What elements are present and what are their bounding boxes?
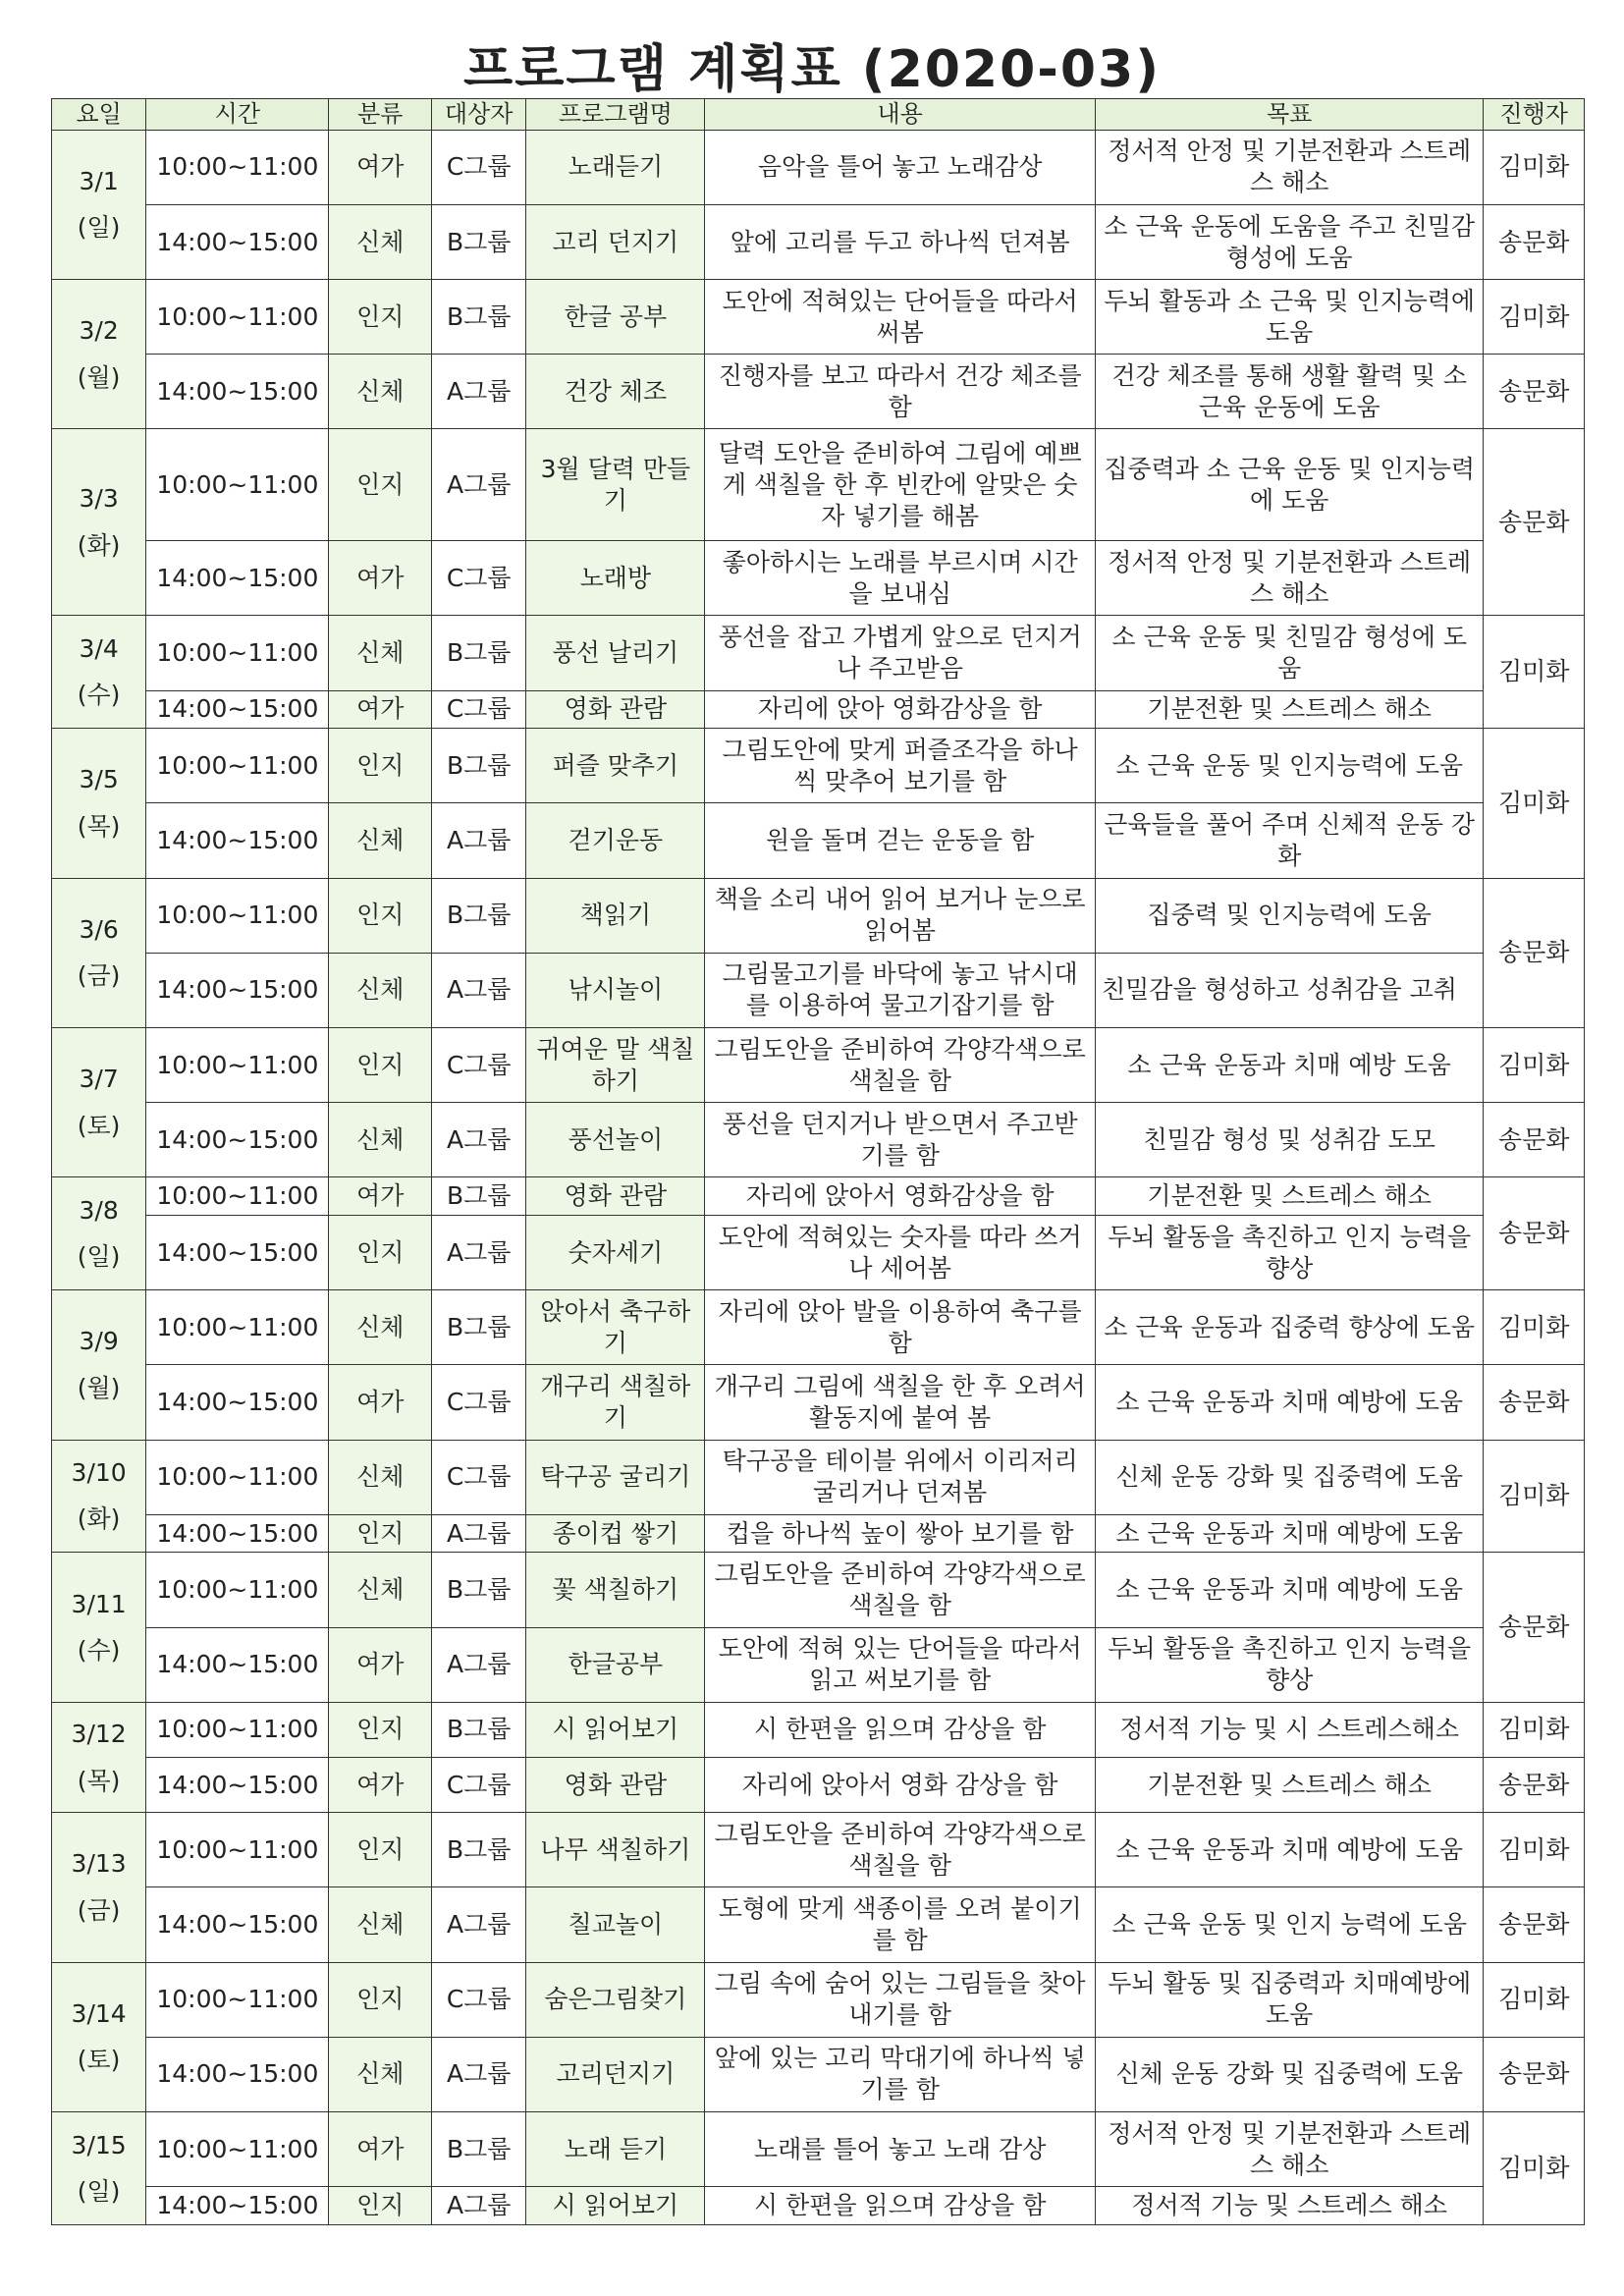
goal-cell: 정서적 안정 및 기분전환과 스트레스 해소 (1095, 130, 1483, 204)
time-cell: 14:00~15:00 (146, 1103, 329, 1177)
weekday-label: (화) (77, 1504, 121, 1534)
target-group-cell: A그룹 (432, 953, 526, 1027)
target-group-cell: C그룹 (432, 541, 526, 616)
time-cell: 14:00~15:00 (146, 690, 329, 729)
content-cell: 그림도안에 맞게 퍼즐조각을 하나씩 맞추어 보기를 함 (705, 729, 1096, 803)
goal-cell: 두뇌 활동을 촉진하고 인지 능력을 향상 (1095, 1627, 1483, 1702)
table-row (52, 1758, 1585, 1813)
header-leader: 진행자 (1484, 99, 1585, 131)
goal-cell: 정서적 안정 및 기분전환과 스트레스 해소 (1095, 2112, 1483, 2187)
content-cell: 도안에 적혀있는 숫자를 따라 쓰거나 세어봄 (705, 1216, 1096, 1290)
target-group-cell: B그룹 (432, 1702, 526, 1757)
time-cell: 14:00~15:00 (146, 2187, 329, 2225)
header-category: 분류 (329, 99, 432, 131)
header-row (52, 99, 1585, 131)
day-cell (52, 1553, 146, 1702)
program-name-cell: 앉아서 축구하기 (526, 1290, 705, 1365)
goal-cell: 두뇌 활동 및 집중력과 치매예방에 도움 (1095, 1962, 1483, 2037)
goal-cell: 집중력과 소 근육 운동 및 인지능력에 도움 (1095, 429, 1483, 541)
header-time: 시간 (146, 99, 329, 131)
category-cell: 여가 (329, 690, 432, 729)
content-cell: 자리에 앉아 발을 이용하여 축구를 함 (705, 1290, 1096, 1365)
table-row (52, 130, 1585, 204)
date-label: 3/7 (79, 1065, 119, 1094)
target-group-cell: A그룹 (432, 1514, 526, 1553)
day-cell (52, 1962, 146, 2111)
content-cell: 진행자를 보고 따라서 건강 체조를 함 (705, 355, 1096, 429)
content-cell: 책을 소리 내어 읽어 보거나 눈으로 읽어봄 (705, 878, 1096, 953)
content-cell: 그림도안을 준비하여 각양각색으로 색칠을 함 (705, 1553, 1096, 1627)
leader-cell: 송문화 (1484, 1553, 1585, 1702)
target-group-cell: C그룹 (432, 1758, 526, 1813)
goal-cell: 기분전환 및 스트레스 해소 (1095, 1758, 1483, 1813)
content-cell: 좋아하시는 노래를 부르시며 시간을 보내심 (705, 541, 1096, 616)
target-group-cell: A그룹 (432, 355, 526, 429)
content-cell: 그림도안을 준비하여 각양각색으로 색칠을 함 (705, 1027, 1096, 1102)
table-row (52, 204, 1585, 279)
leader-cell: 김미화 (1484, 1027, 1585, 1102)
day-cell (52, 1702, 146, 1813)
table-row (52, 878, 1585, 953)
category-cell: 신체 (329, 616, 432, 690)
content-cell: 원을 돌며 걷는 운동을 함 (705, 803, 1096, 878)
header-program-name: 프로그램명 (526, 99, 705, 131)
weekday-label: (월) (77, 1373, 121, 1402)
category-cell: 여가 (329, 1758, 432, 1813)
goal-cell: 소 근육 운동과 치매 예방에 도움 (1095, 1813, 1483, 1887)
content-cell: 도안에 적혀있는 단어들을 따라서 써봄 (705, 280, 1096, 355)
table-row (52, 1365, 1585, 1440)
table-row (52, 1103, 1585, 1177)
day-cell (52, 729, 146, 878)
program-name-cell: 숨은그림찾기 (526, 1962, 705, 2037)
content-cell: 탁구공을 테이블 위에서 이리저리 굴리거나 던져봄 (705, 1440, 1096, 1514)
content-cell: 도형에 맞게 색종이를 오려 붙이기를 함 (705, 1887, 1096, 1962)
program-name-cell: 3월 달력 만들기 (526, 429, 705, 541)
weekday-label: (일) (77, 213, 121, 243)
time-cell: 10:00~11:00 (146, 1962, 329, 2037)
goal-cell: 소 근육 운동 및 친밀감 형성에 도움 (1095, 616, 1483, 690)
goal-cell: 소 근육 운동에 도움을 주고 친밀감 형성에 도움 (1095, 204, 1483, 279)
leader-cell: 송문화 (1484, 1887, 1585, 1962)
target-group-cell: A그룹 (432, 1216, 526, 1290)
target-group-cell: C그룹 (432, 1365, 526, 1440)
goal-cell: 집중력 및 인지능력에 도움 (1095, 878, 1483, 953)
table-row (52, 1553, 1585, 1627)
weekday-label: (목) (77, 811, 121, 841)
time-cell: 14:00~15:00 (146, 541, 329, 616)
weekday-label: (토) (77, 1111, 121, 1140)
category-cell: 인지 (329, 1702, 432, 1757)
goal-cell: 소 근육 운동과 치매 예방에 도움 (1095, 1365, 1483, 1440)
leader-cell: 송문화 (1484, 1365, 1585, 1440)
time-cell: 14:00~15:00 (146, 803, 329, 878)
date-label: 3/3 (79, 484, 119, 514)
table-row (52, 280, 1585, 355)
program-name-cell: 개구리 색칠하기 (526, 1365, 705, 1440)
header-day: 요일 (52, 99, 146, 131)
target-group-cell: B그룹 (432, 1177, 526, 1216)
time-cell: 10:00~11:00 (146, 1027, 329, 1102)
table-row (52, 2037, 1585, 2111)
table-row (52, 1627, 1585, 1702)
time-cell: 14:00~15:00 (146, 953, 329, 1027)
goal-cell: 신체 운동 강화 및 집중력에 도움 (1095, 1440, 1483, 1514)
goal-cell: 친밀감을 형성하고 성취감을 고취 (1095, 953, 1483, 1027)
leader-cell: 김미화 (1484, 130, 1585, 204)
target-group-cell: A그룹 (432, 429, 526, 541)
date-label: 3/12 (71, 1720, 127, 1749)
table-row (52, 1216, 1585, 1290)
time-cell: 14:00~15:00 (146, 204, 329, 279)
leader-cell: 김미화 (1484, 1290, 1585, 1365)
goal-cell: 정서적 기능 및 스트레스 해소 (1095, 2187, 1483, 2225)
time-cell: 14:00~15:00 (146, 2037, 329, 2111)
time-cell: 10:00~11:00 (146, 429, 329, 541)
table-row (52, 2187, 1585, 2225)
date-label: 3/6 (79, 914, 119, 944)
goal-cell: 기분전환 및 스트레스 해소 (1095, 1177, 1483, 1216)
weekday-label: (일) (77, 1242, 121, 1272)
time-cell: 10:00~11:00 (146, 729, 329, 803)
time-cell: 10:00~11:00 (146, 616, 329, 690)
program-name-cell: 종이컵 쌓기 (526, 1514, 705, 1553)
table-row (52, 1027, 1585, 1102)
content-cell: 앞에 있는 고리 막대기에 하나씩 넣기를 함 (705, 2037, 1096, 2111)
goal-cell: 정서적 기능 및 시 스트레스해소 (1095, 1702, 1483, 1757)
program-name-cell: 꽃 색칠하기 (526, 1553, 705, 1627)
date-label: 3/10 (71, 1457, 127, 1487)
goal-cell: 소 근육 운동 및 인지 능력에 도움 (1095, 1887, 1483, 1962)
time-cell: 10:00~11:00 (146, 1440, 329, 1514)
weekday-label: (금) (77, 1895, 121, 1925)
category-cell: 여가 (329, 1365, 432, 1440)
goal-cell: 기분전환 및 스트레스 해소 (1095, 690, 1483, 729)
time-cell: 14:00~15:00 (146, 1216, 329, 1290)
target-group-cell: B그룹 (432, 2112, 526, 2187)
time-cell: 10:00~11:00 (146, 1702, 329, 1757)
date-label: 3/1 (79, 166, 119, 195)
content-cell: 음악을 틀어 놓고 노래감상 (705, 130, 1096, 204)
goal-cell: 근육들을 풀어 주며 신체적 운동 강화 (1095, 803, 1483, 878)
time-cell: 10:00~11:00 (146, 280, 329, 355)
time-cell: 10:00~11:00 (146, 1813, 329, 1887)
target-group-cell: B그룹 (432, 1813, 526, 1887)
target-group-cell: B그룹 (432, 1290, 526, 1365)
leader-cell: 김미화 (1484, 1813, 1585, 1887)
leader-cell: 송문화 (1484, 2037, 1585, 2111)
target-group-cell: A그룹 (432, 1887, 526, 1962)
content-cell: 도안에 적혀 있는 단어들을 따라서 읽고 써보기를 함 (705, 1627, 1096, 1702)
leader-cell: 김미화 (1484, 1440, 1585, 1553)
target-group-cell: C그룹 (432, 1027, 526, 1102)
day-cell (52, 1177, 146, 1290)
weekday-label: (금) (77, 961, 121, 991)
goal-cell: 정서적 안정 및 기분전환과 스트레스 해소 (1095, 541, 1483, 616)
category-cell: 신체 (329, 1290, 432, 1365)
time-cell: 14:00~15:00 (146, 355, 329, 429)
program-name-cell: 나무 색칠하기 (526, 1813, 705, 1887)
leader-cell: 김미화 (1484, 1962, 1585, 2037)
program-schedule-table (51, 98, 1585, 2225)
target-group-cell: C그룹 (432, 130, 526, 204)
content-cell: 컵을 하나씩 높이 쌓아 보기를 함 (705, 1514, 1096, 1553)
leader-cell: 김미화 (1484, 280, 1585, 355)
goal-cell: 건강 체조를 통해 생활 활력 및 소 근육 운동에 도움 (1095, 355, 1483, 429)
category-cell: 신체 (329, 1103, 432, 1177)
program-name-cell: 한글공부 (526, 1627, 705, 1702)
table-row (52, 1177, 1585, 1216)
goal-cell: 두뇌 활동을 촉진하고 인지 능력을 향상 (1095, 1216, 1483, 1290)
time-cell: 10:00~11:00 (146, 878, 329, 953)
header-goal: 목표 (1095, 99, 1483, 131)
goal-cell: 소 근육 운동과 치매 예방에 도움 (1095, 1514, 1483, 1553)
table-row (52, 1290, 1585, 1365)
table-row (52, 1887, 1585, 1962)
category-cell: 인지 (329, 2187, 432, 2225)
day-cell (52, 616, 146, 729)
category-cell: 여가 (329, 2112, 432, 2187)
header-target: 대상자 (432, 99, 526, 131)
date-label: 3/15 (71, 2130, 127, 2159)
content-cell: 풍선을 잡고 가볍게 앞으로 던지거나 주고받음 (705, 616, 1096, 690)
program-name-cell: 칠교놀이 (526, 1887, 705, 1962)
table-row (52, 803, 1585, 878)
program-name-cell: 노래듣기 (526, 130, 705, 204)
content-cell: 노래를 틀어 놓고 노래 감상 (705, 2112, 1096, 2187)
category-cell: 여가 (329, 130, 432, 204)
target-group-cell: B그룹 (432, 280, 526, 355)
target-group-cell: C그룹 (432, 690, 526, 729)
program-name-cell: 영화 관람 (526, 1177, 705, 1216)
program-name-cell: 낚시놀이 (526, 953, 705, 1027)
table-row (52, 1440, 1585, 1514)
category-cell: 신체 (329, 2037, 432, 2111)
leader-cell: 김미화 (1484, 729, 1585, 878)
table-row (52, 1962, 1585, 2037)
target-group-cell: B그룹 (432, 204, 526, 279)
program-name-cell: 걷기운동 (526, 803, 705, 878)
program-name-cell: 풍선 날리기 (526, 616, 705, 690)
program-name-cell: 고리 던지기 (526, 204, 705, 279)
day-cell (52, 280, 146, 429)
target-group-cell: B그룹 (432, 616, 526, 690)
goal-cell: 소 근육 운동과 집중력 향상에 도움 (1095, 1290, 1483, 1365)
date-label: 3/11 (71, 1589, 127, 1618)
date-label: 3/9 (79, 1327, 119, 1356)
content-cell: 달력 도안을 준비하여 그림에 예쁘게 색칠을 한 후 빈칸에 알맞은 숫자 넣기를 해봄 (705, 429, 1096, 541)
day-cell (52, 429, 146, 616)
category-cell: 인지 (329, 1962, 432, 2037)
goal-cell: 소 근육 운동과 치매 예방에 도움 (1095, 1553, 1483, 1627)
leader-cell: 송문화 (1484, 204, 1585, 279)
weekday-label: (화) (77, 530, 121, 560)
weekday-label: (수) (77, 1636, 121, 1666)
weekday-label: (월) (77, 362, 121, 392)
content-cell: 자리에 앉아 영화감상을 함 (705, 690, 1096, 729)
header-content: 내용 (705, 99, 1096, 131)
time-cell: 10:00~11:00 (146, 1290, 329, 1365)
category-cell: 여가 (329, 541, 432, 616)
goal-cell: 소 근육 운동 및 인지능력에 도움 (1095, 729, 1483, 803)
day-cell (52, 1813, 146, 1962)
time-cell: 14:00~15:00 (146, 1887, 329, 1962)
category-cell: 인지 (329, 878, 432, 953)
table-row (52, 729, 1585, 803)
leader-cell: 송문화 (1484, 878, 1585, 1027)
goal-cell: 두뇌 활동과 소 근육 및 인지능력에 도움 (1095, 280, 1483, 355)
table-row (52, 1702, 1585, 1757)
weekday-label: (목) (77, 1766, 121, 1795)
category-cell: 신체 (329, 1887, 432, 1962)
table-row (52, 429, 1585, 541)
day-cell (52, 130, 146, 279)
category-cell: 인지 (329, 429, 432, 541)
weekday-label: (일) (77, 2177, 121, 2207)
weekday-label: (토) (77, 2046, 121, 2075)
target-group-cell: C그룹 (432, 1440, 526, 1514)
leader-cell: 송문화 (1484, 429, 1585, 616)
goal-cell: 친밀감 형성 및 성취감 도모 (1095, 1103, 1483, 1177)
content-cell: 시 한편을 읽으며 감상을 함 (705, 1702, 1096, 1757)
content-cell: 풍선을 던지거나 받으면서 주고받기를 함 (705, 1103, 1096, 1177)
program-name-cell: 시 읽어보기 (526, 2187, 705, 2225)
target-group-cell: A그룹 (432, 1103, 526, 1177)
time-cell: 10:00~11:00 (146, 1177, 329, 1216)
category-cell: 인지 (329, 1027, 432, 1102)
date-label: 3/5 (79, 765, 119, 794)
table-row (52, 355, 1585, 429)
leader-cell: 송문화 (1484, 1177, 1585, 1290)
category-cell: 여가 (329, 1177, 432, 1216)
program-name-cell: 노래 듣기 (526, 2112, 705, 2187)
day-cell (52, 1290, 146, 1440)
category-cell: 인지 (329, 729, 432, 803)
target-group-cell: A그룹 (432, 1627, 526, 1702)
table-row (52, 953, 1585, 1027)
date-label: 3/8 (79, 1195, 119, 1225)
day-cell (52, 878, 146, 1027)
category-cell: 여가 (329, 1627, 432, 1702)
content-cell: 앞에 고리를 두고 하나씩 던져봄 (705, 204, 1096, 279)
date-label: 3/14 (71, 1998, 127, 2028)
category-cell: 신체 (329, 1553, 432, 1627)
time-cell: 14:00~15:00 (146, 1514, 329, 1553)
target-group-cell: B그룹 (432, 729, 526, 803)
date-label: 3/13 (71, 1849, 127, 1879)
time-cell: 14:00~15:00 (146, 1758, 329, 1813)
table-row (52, 616, 1585, 690)
content-cell: 자리에 앉아서 영화감상을 함 (705, 1177, 1096, 1216)
table-row (52, 1813, 1585, 1887)
day-cell (52, 1027, 146, 1176)
time-cell: 14:00~15:00 (146, 1627, 329, 1702)
category-cell: 신체 (329, 803, 432, 878)
goal-cell: 소 근육 운동과 치매 예방 도움 (1095, 1027, 1483, 1102)
target-group-cell: B그룹 (432, 1553, 526, 1627)
leader-cell: 송문화 (1484, 355, 1585, 429)
content-cell: 그림물고기를 바닥에 놓고 낚시대를 이용하여 물고기잡기를 함 (705, 953, 1096, 1027)
date-label: 3/2 (79, 316, 119, 346)
program-name-cell: 고리던지기 (526, 2037, 705, 2111)
time-cell: 14:00~15:00 (146, 1365, 329, 1440)
category-cell: 신체 (329, 204, 432, 279)
content-cell: 개구리 그림에 색칠을 한 후 오려서 활동지에 붙여 봄 (705, 1365, 1096, 1440)
program-name-cell: 노래방 (526, 541, 705, 616)
time-cell: 10:00~11:00 (146, 1553, 329, 1627)
content-cell: 자리에 앉아서 영화 감상을 함 (705, 1758, 1096, 1813)
day-cell (52, 2112, 146, 2225)
date-label: 3/4 (79, 633, 119, 663)
program-name-cell: 퍼즐 맞추기 (526, 729, 705, 803)
program-name-cell: 책읽기 (526, 878, 705, 953)
leader-cell: 김미화 (1484, 616, 1585, 729)
leader-cell: 김미화 (1484, 2112, 1585, 2225)
day-cell (52, 1440, 146, 1553)
goal-cell: 신체 운동 강화 및 집중력에 도움 (1095, 2037, 1483, 2111)
time-cell: 10:00~11:00 (146, 2112, 329, 2187)
category-cell: 인지 (329, 1216, 432, 1290)
category-cell: 인지 (329, 1813, 432, 1887)
category-cell: 인지 (329, 280, 432, 355)
content-cell: 그림도안을 준비하여 각양각색으로 색칠을 함 (705, 1813, 1096, 1887)
table-row (52, 541, 1585, 616)
category-cell: 인지 (329, 1514, 432, 1553)
program-name-cell: 귀여운 말 색칠하기 (526, 1027, 705, 1102)
program-name-cell: 영화 관람 (526, 1758, 705, 1813)
target-group-cell: A그룹 (432, 2037, 526, 2111)
content-cell: 그림 속에 숨어 있는 그림들을 찾아내기를 함 (705, 1962, 1096, 2037)
program-name-cell: 탁구공 굴리기 (526, 1440, 705, 1514)
page-title: 프로그램 계획표 (2020-03) (462, 40, 1162, 99)
category-cell: 신체 (329, 355, 432, 429)
table-row (52, 690, 1585, 729)
leader-cell: 송문화 (1484, 1758, 1585, 1813)
category-cell: 신체 (329, 953, 432, 1027)
category-cell: 신체 (329, 1440, 432, 1514)
program-name-cell: 풍선놀이 (526, 1103, 705, 1177)
content-cell: 시 한편을 읽으며 감상을 함 (705, 2187, 1096, 2225)
program-name-cell: 한글 공부 (526, 280, 705, 355)
weekday-label: (수) (77, 681, 121, 710)
time-cell: 10:00~11:00 (146, 130, 329, 204)
table-row (52, 2112, 1585, 2187)
target-group-cell: B그룹 (432, 878, 526, 953)
leader-cell: 김미화 (1484, 1702, 1585, 1757)
target-group-cell: C그룹 (432, 1962, 526, 2037)
program-name-cell: 숫자세기 (526, 1216, 705, 1290)
program-name-cell: 영화 관람 (526, 690, 705, 729)
leader-cell: 송문화 (1484, 1103, 1585, 1177)
target-group-cell: A그룹 (432, 803, 526, 878)
table-row (52, 1514, 1585, 1553)
target-group-cell: A그룹 (432, 2187, 526, 2225)
program-name-cell: 시 읽어보기 (526, 1702, 705, 1757)
program-name-cell: 건강 체조 (526, 355, 705, 429)
